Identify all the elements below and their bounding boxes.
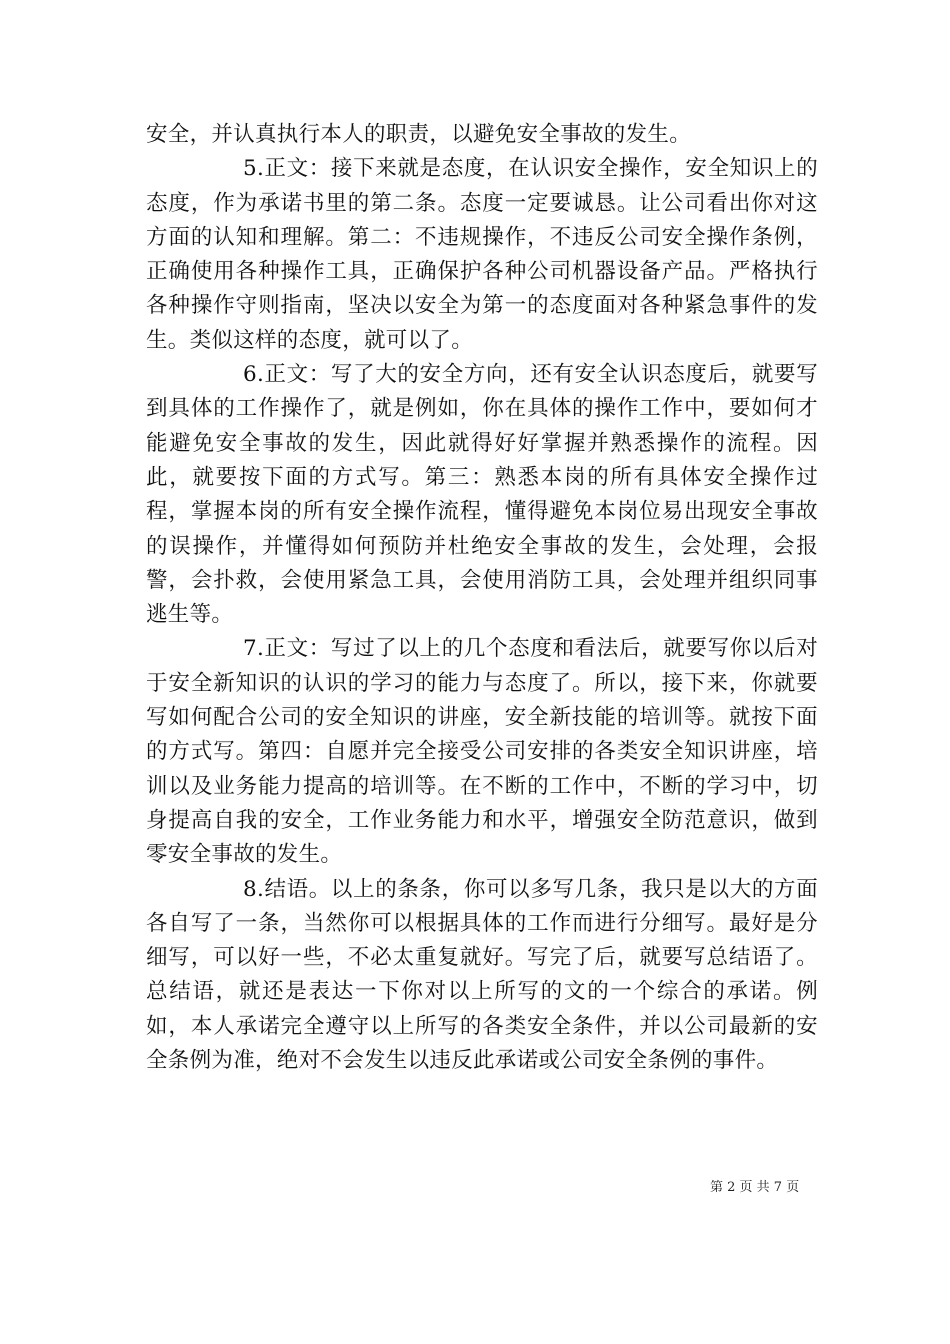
paragraph-continuation: 安全，并认真执行本人的职责，以避免安全事故的发生。: [146, 122, 692, 147]
page-number-footer: 第 2 页 共 7 页: [710, 1180, 800, 1195]
paragraph-item-5: 5.正文：接下来就是态度，在认识安全操作，安全知识上的态度，作为承诺书里的第二条。态度一定要诚恳。让公司看出你对这方面的认知和理解。第二：不违规操作，不违反公司安全操作条例，正确使用各种操作工具，正确保护各种公司机器设备产品。严格执行各种操作守则指南，坚决以安全为第一的态度面对各种紧急事件的发生。类似这样的态度，就可以了。: [146, 156, 818, 353]
document-body: [146, 118, 818, 1078]
paragraph-item-7: 7.正文：写过了以上的几个态度和看法后，就要写你以后对于安全新知识的认识的学习的能力与态度了。所以，接下来，你就要写如何配合公司的安全知识的讲座，安全新技能的培训等。就按下面的方式写。第四：自愿并完全接受公司安排的各类安全知识讲座，培训以及业务能力提高的培训等。在不断的工作中，不断的学习中，切身提高自我的安全，工作业务能力和水平，增强安全防范意识，做到零安全事故的发生。: [146, 636, 818, 868]
paragraph-item-8: 8.结语。以上的条条，你可以多写几条，我只是以大的方面各自写了一条，当然你可以根据具体的工作而进行分细写。最好是分细写，可以好一些，不必太重复就好。写完了后，就要写总结语了。总结语，就还是表达一下你对以上所写的文的一个综合的承诺。例如，本人承诺完全遵守以上所写的各类安全条件，并以公司最新的安全条例为准，绝对不会发生以违反此承诺或公司安全条例的事件。: [146, 876, 818, 1074]
paragraph-item-6: 6.正文：写了大的安全方向，还有安全认识态度后，就要写到具体的工作操作了，就是例如，你在具体的操作工作中，要如何才能避免安全事故的发生，因此就得好好掌握并熟悉操作的流程。因此，就要按下面的方式写。第三：熟悉本岗的所有具体安全操作过程，掌握本岗的所有安全操作流程，懂得避免本岗位易出现安全事故的误操作，并懂得如何预防并杜绝安全事故的发生，会处理，会报警，会扑救，会使用紧急工具，会使用消防工具，会处理并组织同事逃生等。: [146, 362, 818, 628]
